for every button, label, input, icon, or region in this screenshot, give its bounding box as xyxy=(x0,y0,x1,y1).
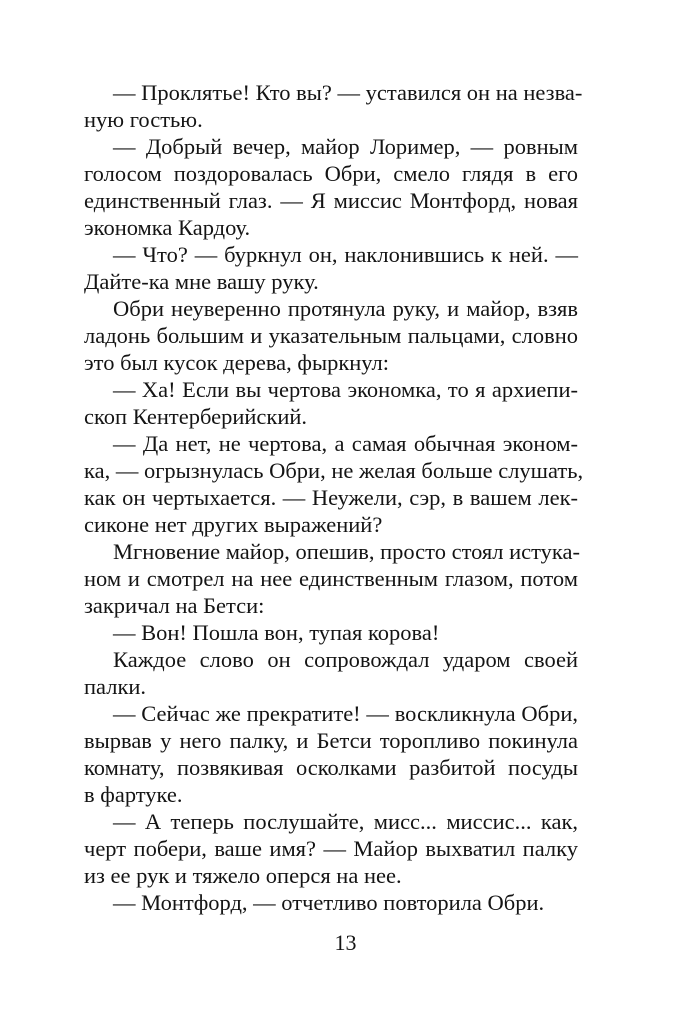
text-line: ладонь большим и указательным пальцами, словно xyxy=(84,323,578,348)
page-number: 13 xyxy=(334,930,357,955)
text-line: сиконе нет других выражений? xyxy=(84,512,383,537)
text-line: экономка Кардоу. xyxy=(84,215,251,240)
text-line: Обри неуверенно протянула руку, и майор, взяв xyxy=(113,296,578,321)
text-line: — Монтфорд, — отчетливо повторила Обри. xyxy=(113,890,545,915)
text-line: закричал на Бетси: xyxy=(84,593,265,618)
text-line: ка, — огрызнулась Обри, не желая больше слушать, xyxy=(84,458,584,483)
text-line: это был кусок дерева, фыркнул: xyxy=(84,350,390,375)
text-line: Дайте-ка мне вашу руку. xyxy=(84,269,319,294)
text-line: черт побери, ваше имя? — Майор выхватил палку xyxy=(84,836,578,861)
text-line: единственный глаз. — Я миссис Монтфорд, новая xyxy=(84,188,578,213)
text-line: — Что? — буркнул он, наклонившись к ней. — xyxy=(113,242,578,267)
text-line: комнату, позвякивая осколками разбитой посуды xyxy=(84,755,578,780)
text-line: — Вон! Пошла вон, тупая корова! xyxy=(113,620,440,645)
text-line: вырвав у него палку, и Бетси торопливо покинула xyxy=(84,728,578,753)
text-line: Каждое слово он сопровождал ударом своей xyxy=(113,647,578,672)
text-line: в фартуке. xyxy=(84,782,183,807)
text-line: палки. xyxy=(84,674,147,699)
text-line: ную гостью. xyxy=(84,107,203,132)
text-line: — Ха! Если вы чертова экономка, то я архиепи- xyxy=(113,377,578,402)
text-line: — Проклятье! Кто вы? — уставился он на незва- xyxy=(113,80,583,105)
text-line: — Да нет, не чертова, а самая обычная эконом- xyxy=(113,431,578,456)
text-line: ном и смотрел на нее единственным глазом, потом xyxy=(84,566,578,591)
text-line: — А теперь послушайте, мисс... миссис... как, xyxy=(113,809,578,834)
text-line: Мгновение майор, опешив, просто стоял истука- xyxy=(113,539,581,564)
text-line: — Сейчас же прекратите! — воскликнула Обри, xyxy=(113,701,578,726)
text-line: — Добрый вечер, майор Лоример, — ровным xyxy=(113,134,578,159)
text-line: скоп Кентерберийский. xyxy=(84,404,308,429)
text-line: голосом поздоровалась Обри, смело глядя в его xyxy=(84,161,578,186)
text-line: из ее рук и тяжело оперся на нее. xyxy=(84,863,402,888)
text-line: как он чертыхается. — Неужели, сэр, в вашем лек- xyxy=(84,485,578,510)
